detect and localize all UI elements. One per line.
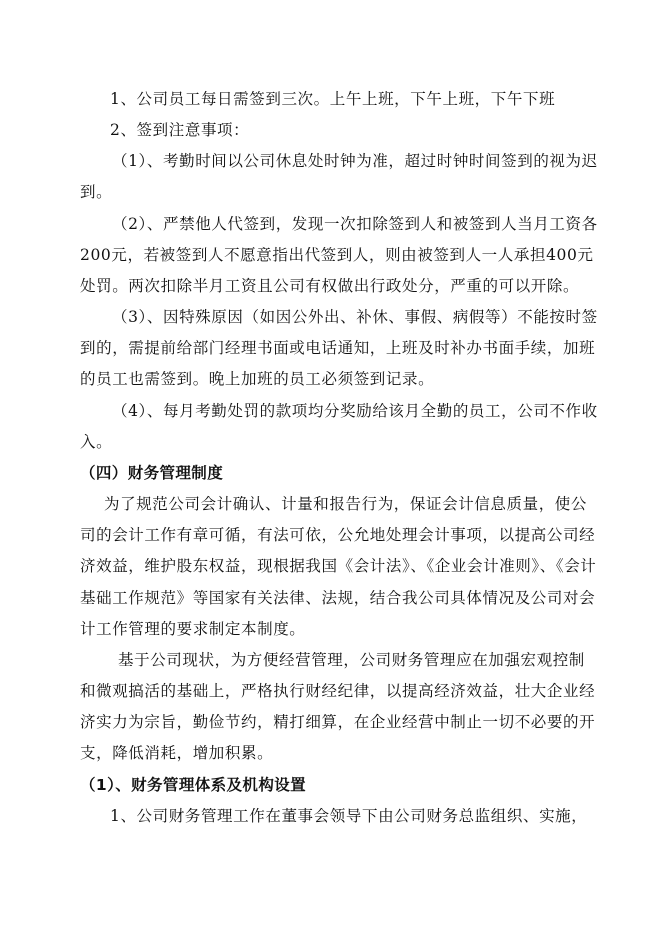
paragraph-line: （2）、严禁他人代签到，发现一次扣除签到人和被签到人当月工资各 xyxy=(112,215,598,233)
paragraph-line: 200元，若被签到人不愿意指出代签到人，则由被签到人一人承担400元 xyxy=(80,246,594,264)
paragraph-line: （3）、因特殊原因（如因公外出、补休、事假、病假等）不能按时签 xyxy=(112,308,598,326)
paragraph-line: （4）、每月考勤处罚的款项均分奖励给该月全勤的员工，公司不作收 xyxy=(112,402,598,420)
paragraph-line: 1、公司财务管理工作在董事会领导下由公司财务总监组织、实施， xyxy=(110,807,588,825)
section-heading: （四）财务管理制度 xyxy=(80,464,224,482)
paragraph-line: 基于公司现状，为方便经营管理，公司财务管理应在加强宏观控制 xyxy=(118,651,585,669)
paragraph-line: 为了规范公司会计确认、计量和报告行为，保证会计信息质量，使公 xyxy=(104,495,588,513)
paragraph-line: 的员工也需签到。晚上加班的员工必须签到记录。 xyxy=(80,370,435,388)
paragraph-line: 处罚。两次扣除半月工资且公司有权做出行政处分，严重的可以开除。 xyxy=(80,277,580,295)
paragraph-line: 1、公司员工每日需签到三次。上午上班，下午上班，下午下班 xyxy=(110,90,556,108)
subsection-heading: （1）、财务管理体系及机构设置 xyxy=(80,776,307,794)
paragraph-line: 支，降低消耗，增加积累。 xyxy=(80,744,274,762)
paragraph-line: 到。 xyxy=(80,183,113,201)
paragraph-line: 济效益，维护股东权益，现根据我国《会计法》、《企业会计准则》、《会计 xyxy=(80,557,597,575)
paragraph-line: 到的，需提前给部门经理书面或电话通知，上班及时补办书面手续，加班 xyxy=(80,339,596,357)
paragraph-line: （1）、考勤时间以公司休息处时钟为准，超过时钟时间签到的视为迟 xyxy=(112,152,598,170)
paragraph-line: 计工作管理的要求制定本制度。 xyxy=(80,620,306,638)
paragraph-line: 司的会计工作有章可循，有法可依，公允地处理会计事项，以提高公司经 xyxy=(80,526,596,544)
paragraph-line: 济实力为宗旨，勤俭节约，精打细算，在企业经营中制止一切不必要的开 xyxy=(80,713,596,731)
paragraph-line: 2、签到注意事项： xyxy=(110,121,250,139)
paragraph-line: 和微观搞活的基础上，严格执行财经纪律，以提高经济效益，壮大企业经 xyxy=(80,682,596,700)
paragraph-line: 基础工作规范》等国家有关法律、法规，结合我公司具体情况及公司对会 xyxy=(80,589,596,607)
paragraph-line: 入。 xyxy=(80,433,113,451)
